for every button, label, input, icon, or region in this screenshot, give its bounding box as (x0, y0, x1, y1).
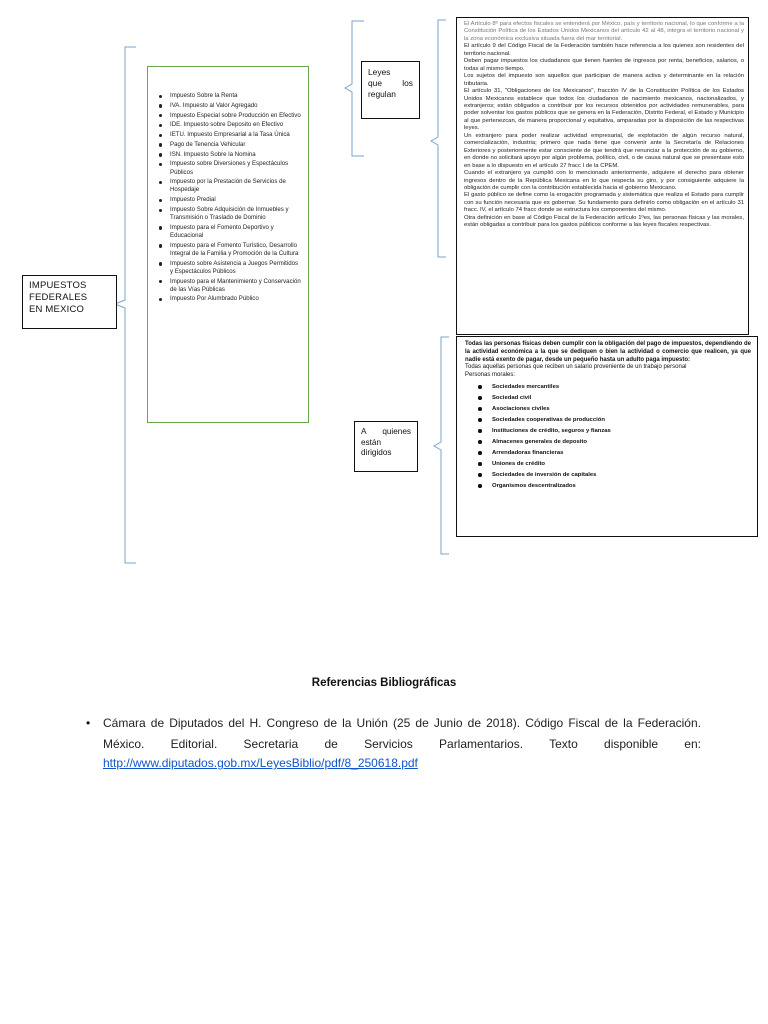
laws-brace (431, 20, 446, 257)
entity-item: Instituciones de crédito, seguros y fianzas (465, 426, 751, 437)
law-paragraph: El artículo 9 del Código Fiscal de la Federación también hace referencia a los quienes son residentes del territorio nacional. (464, 43, 744, 57)
root-topic-box (22, 275, 117, 329)
root-line-2: FEDERALES (29, 292, 88, 303)
tax-item: IVA. Impuesto al Valor Agregado (158, 102, 302, 110)
entity-item: Organismos descentralizados (465, 481, 751, 492)
reference-entry-text: Cámara de Diputados del H. Congreso de la Unión (25 de Junio de 2018). Código Fiscal de la Federación. México. Editorial. Secretaria de Servicios Parlamentarios. Texto disponible en: (103, 716, 701, 751)
law-paragraph: Cuando el extranjero ya cumplió con lo mencionado anteriormente, adquiere el derecho para obtener ingresos dentro de la República Mexicana en lo que respecta su giro, y por consiguiente adquiere la obligación de cumplir con la contribución establecida hacia el gobierno Mexicano. (464, 170, 744, 191)
tax-item: Impuesto por la Prestación de Servicios de Hospedaje (158, 178, 302, 194)
root-brace (115, 47, 136, 563)
tax-item: Pago de Tenencia Vehicular (158, 141, 302, 149)
laws-topic-box (361, 61, 420, 119)
entity-list (465, 382, 751, 492)
tax-list-box (147, 66, 309, 423)
laws-topic-line-3: regulan (368, 89, 396, 99)
law-paragraph: Deben pagar impuestos los ciudadanos que tienen fuentes de ingresos por renta, beneficios, salarios, o todas al mismo tiempo. (464, 58, 744, 72)
directed-topic-line-2: están (361, 437, 382, 447)
directed-intro: Todas las personas físicas deben cumplir con la obligación del pago de impuestos, dependiendo de la actividad económica a la que se dediquen o bien la actividad o comercio que realicen, ya que nadie está exento de pagar, desde un pequeño hasta un adulto paga impuesto: (465, 341, 751, 363)
directed-morales-label: Personas morales: (465, 372, 516, 379)
directed-topic-line-1: A quienes (361, 427, 411, 436)
entity-item: Sociedades mercantiles (465, 382, 751, 393)
entity-item: Asociaciones civiles (465, 404, 751, 415)
law-paragraph: Un extranjero para poder realizar actividad empresarial, de explotación de algún recurso natural, comercialización, industria; primero que nada tiene que convenir ante la Secretaría de Relaciones Exteriores y posteriormente estar consciente de que tendrá que renunciar a la protección de su gobierno, en donde no solicitará apoyo por algún problema, político, civil, o de causa natural que se presentase esto en base a lo dispuesto en el artículo 27 fracc I de la CPEM. (464, 132, 744, 169)
entity-item: Uniones de crédito (465, 459, 751, 470)
entity-item: Sociedades cooperativas de producción (465, 415, 751, 426)
entity-item: Arrendadoras financieras (465, 448, 751, 459)
directed-salary: Todas aquellas personas que reciben un salario proveniente de un trabajo personal (465, 364, 687, 371)
directed-topic-box (354, 421, 418, 472)
laws-text-box (456, 17, 749, 335)
directed-topic-line-3: dirigidos (361, 448, 392, 457)
entity-item: Sociedades de inversión de capitales (465, 470, 751, 481)
tax-item: Impuesto Especial sobre Producción en Efectivo (158, 112, 302, 120)
root-line-1: IMPUESTOS (29, 280, 87, 291)
law-paragraph: El artículo 31, "Obligaciones de los Mexicanos", fracción IV de la Constitución Política de los Estados Unidos Mexicanos establece que todos los ciudadanos de nacimiento mexicanos, nacionalizados, y extranjeros; están obligados a contribuir por los recursos obtenidos por actividades remunerables, para poder solventar los gastos públicos que se genera en la Federación, Distrito Federal, el Estado y Municipio al que pertenezcan, de manera proporcional y equitativa, amparadas por la disposición de las respectivas leyes. (464, 88, 744, 132)
references-title: Referencias Bibliográficas (311, 677, 457, 689)
reference-link[interactable]: http://www.diputados.gob.mx/LeyesBiblio/pdf/8_250618.pdf (103, 756, 418, 770)
root-line-3: EN MEXICO (29, 304, 85, 315)
tax-item: IDE. Impuesto sobre Deposito en Efectivo (158, 121, 302, 129)
tax-item: Impuesto Predial (158, 196, 302, 204)
tax-item: Impuesto para el Mantenimiento y Conservación de las Vías Públicas (158, 278, 302, 294)
entity-item: Sociedad civil (465, 393, 751, 404)
tax-item: Impuesto para el Fomento Deportivo y Educacional (158, 224, 302, 240)
law-paragraph: El Artículo 8º para efectos fiscales se entenderá por México, país y territorio nacional, lo que conforme a la Constitución Política de los Estados Unidos Mexicanos del artículo 42 al 48, integra el territorio nacional y la zona económica exclusiva situada fuera del mar territorial. (464, 21, 744, 42)
tax-item: Impuesto para el Fomento Turístico, Desarrollo Integral de la Familia y Promoción de la Cultura (158, 242, 302, 258)
law-paragraph: El gasto público se define como la erogación programada y sistemática que realiza el Estado para cumplir con su función necesaria que es gobernar. Su fundamento para definirlo como obligación en el artículo 31 fracc. IV, el artículo 74 fracc donde se estructura los componentes del mismo. (464, 192, 744, 214)
law-paragraph: Otra definición en base al Código Fiscal de la Federación artículo 1ºes, las personas físicas y las morales, están obligadas a contribuir para los gastos públicos conforme a las leyes fiscales respectivas. (464, 214, 744, 229)
tax-item: IETU. Impuesto Empresarial a la Tasa Única (158, 131, 302, 139)
laws-topic-line-2: que los (368, 78, 413, 88)
entity-item: Almacenes generales de deposito (465, 437, 751, 448)
quienes-brace (434, 337, 449, 554)
tax-item: Impuesto Sobre la Renta (158, 92, 302, 100)
reference-bullet: • (86, 716, 91, 730)
tax-item: Impuesto Por Alumbrado Público (158, 295, 302, 303)
laws-topic-line-1: Leyes (368, 67, 391, 77)
tax-item: Impuesto Sobre Adquisición de Inmuebles y Transmisión o Traslado de Dominio (158, 206, 302, 222)
law-paragraph: Los sujetos del impuesto son aquellos que participan de manera activa y determinante en la relación tributaria. (464, 73, 744, 87)
tax-item: Impuesto sobre Diversiones y Espectáculos Públicos (158, 160, 302, 176)
tax-item: Impuesto sobre Asistencia a Juegos Permitidos y Espectáculos Públicos (158, 260, 302, 276)
directed-text-box (456, 336, 758, 537)
tax-list (158, 92, 302, 303)
tax-item: ISN. Impuesto Sobre la Nomina (158, 151, 302, 159)
